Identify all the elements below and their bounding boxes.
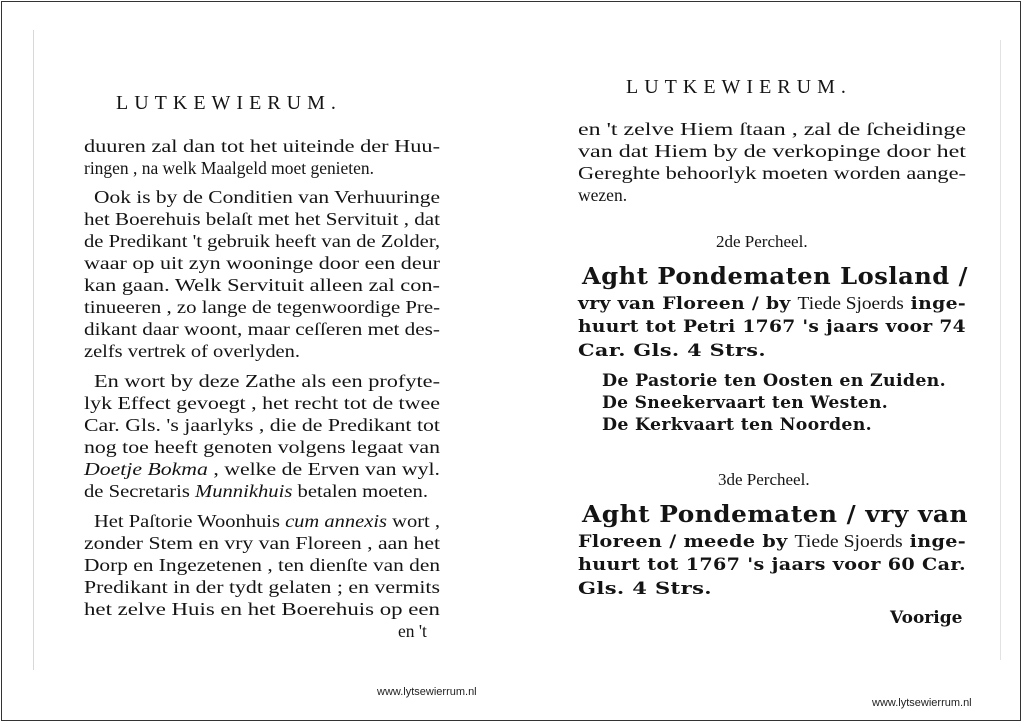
- text-line: dikant daar woont, maar ceſſeren met des-: [84, 319, 440, 339]
- parcel-2-title: Aght Pondematen Losland /: [582, 263, 968, 290]
- page-edge-right: [1000, 40, 1001, 660]
- parcel-3-line: huurt tot 1767 's jaars voor 60 Car.: [578, 555, 966, 575]
- parcel-3-title: Aght Pondematen / vry van: [582, 501, 969, 528]
- text-line: Car. Gls. 's jaarlyks , die de Predikant tot: [84, 415, 440, 435]
- text-line: lyk Effect gevoegt , het recht tot de twee: [84, 393, 440, 413]
- text-line: duuren zal dan tot het uiteinde der Huu-: [84, 136, 441, 156]
- text-line: de Predikant 't gebruik heeft van de Zolder,: [84, 231, 440, 251]
- website-watermark[interactable]: www.lytsewierrum.nl: [377, 686, 477, 698]
- page-edge-left: [33, 30, 34, 670]
- text-line: tinueeren , zo lange de tegenwoordige Pre-: [84, 297, 440, 317]
- running-head: LUTKEWIERUM.: [116, 92, 342, 114]
- name-doetje-bokma: Doetje Bokma: [84, 459, 208, 479]
- text-line: Het Paſtorie Woonhuis cum annexis wort ,: [94, 511, 441, 531]
- parcel-2-line: Car. Gls. 4 Strs.: [578, 341, 766, 361]
- parcel-3-line: Gls. 4 Strs.: [578, 579, 713, 599]
- text-line: waar op uit zyn wooninge door een deur: [84, 253, 441, 273]
- text-line: Ook is by de Conditien van Verhuuringe: [94, 187, 440, 207]
- website-watermark[interactable]: www.lytsewierrum.nl: [872, 697, 972, 709]
- text-line: het zelve Huis en het Boerehuis op een: [84, 599, 440, 619]
- parcel-2-heading: 2de Percheel.: [716, 232, 808, 251]
- parcel-2-line: huurt tot Petri 1767 's jaars voor 74: [578, 317, 966, 337]
- phrase-cum-annexis: cum annexis: [285, 511, 388, 531]
- border-west: De Sneekervaart ten Westen.: [602, 393, 888, 413]
- text-line: kan gaan. Welk Servituit alleen zal con-: [84, 275, 441, 295]
- parcel-2-line: vry van Floreen / by Tiede Sjoerds inge-: [578, 293, 966, 314]
- text-line: het Boerehuis belaſt met het Servituit , dat: [84, 209, 440, 229]
- name-tiede-sjoerds: Tiede Sjoerds: [794, 531, 903, 551]
- text-line: en 't zelve Hiem ſtaan , zal de ſcheidinge: [578, 119, 966, 139]
- text-line: Gereghte behoorlyk moeten worden aange-: [578, 163, 966, 183]
- catchword: en 't: [398, 621, 427, 641]
- text-line: de Secretaris Munnikhuis betalen moeten.: [84, 481, 429, 501]
- text-line: Predikant in der tydt gelaten ; en vermits: [84, 577, 441, 597]
- parcel-3-line: Floreen / meede by Tiede Sjoerds inge-: [578, 531, 967, 552]
- text-line: wezen.: [578, 185, 628, 205]
- text-line: van dat Hiem by de verkopinge door het: [578, 141, 966, 161]
- text-line: Dorp en Ingezetenen , ten dienſte van den: [84, 555, 441, 575]
- text-line: En wort by deze Zathe als een profyte-: [94, 371, 440, 391]
- border-east-south: De Pastorie ten Oosten en Zuiden.: [602, 371, 946, 391]
- name-tiede-sjoerds: Tiede Sjoerds: [797, 293, 904, 313]
- text-line: zonder Stem en vry van Floreen , aan het: [84, 533, 440, 553]
- text-line: zelfs vertrek of overlyden.: [84, 341, 300, 361]
- text-line: ringen , na welk Maalgeld moet genieten.: [84, 158, 374, 178]
- text-line: Doetje Bokma , welke de Erven van wyl.: [84, 459, 440, 479]
- parcel-3-heading: 3de Percheel.: [718, 470, 810, 489]
- catchword: Voorige: [890, 608, 963, 628]
- text-line: nog toe heeft genoten volgens legaat van: [84, 437, 440, 457]
- border-north: De Kerkvaart ten Noorden.: [602, 415, 872, 435]
- name-munnikhuis: Munnikhuis: [195, 481, 293, 501]
- running-head: LUTKEWIERUM.: [626, 76, 852, 98]
